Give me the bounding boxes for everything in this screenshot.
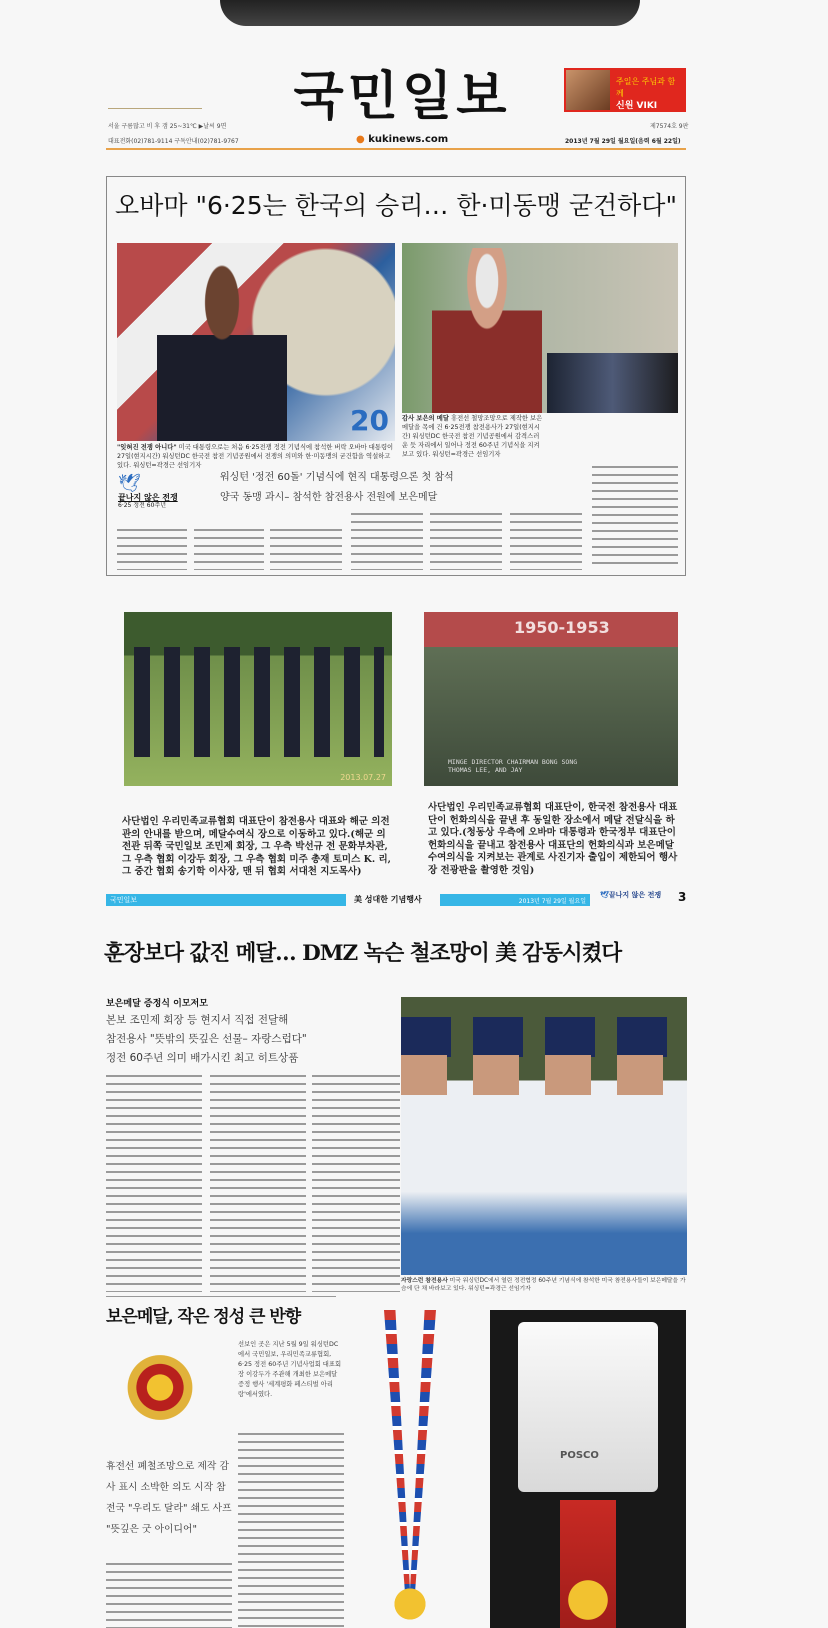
caption-veteran-text: 휴전선 철망조망으로 제작한 보은메달을 목에 건 6·25전쟁 참전용사가 27일(현지시간) 워싱턴DC 한국전 참전 기념공원에서 감격스러운 듯 자리에서 일어나 정전 60주년 기념식을 지켜보고 있다. xyxy=(402,415,543,458)
car-ad-image xyxy=(220,0,640,26)
front-subhead-2: 양국 동맹 과시– 참석한 참전용사 전원에 보은메달 xyxy=(220,492,438,503)
box-body-text: 선보인 곳은 지난 5월 9일 워싱턴DC에서 국민일보, 우리민족교류협회, 6·25 정전 60주년 기념사업회 대표회장 이강두가 주관해 개최한 보은메달 증정 행사 '세계평화 페스티벌 아리랑'에서였다. xyxy=(238,1341,342,1398)
medal-ribbon-photo xyxy=(350,1310,470,1628)
ad-photo xyxy=(566,70,610,110)
veterans-caption-title: 자랑스런 참전용사 xyxy=(401,1278,448,1284)
phone-info: 대표전화(02)781-9114 구독안내(02)781-9767 xyxy=(108,138,239,145)
caption-obama-credit: 워싱턴=곽경근 선임기자 xyxy=(133,462,202,469)
inset-photo xyxy=(547,353,678,413)
weather-info: 서울 구름많고 비 후 갬 25~31℃ ▶날씨 9면 xyxy=(108,123,227,130)
section-paper-name: 국민일보 xyxy=(110,896,138,904)
front-body-col xyxy=(351,510,423,570)
page3-headline: 훈장보다 값진 메달… DMZ 녹슨 철조망이 美 감동시켰다 xyxy=(104,941,622,966)
front-body-col xyxy=(592,463,678,570)
veteran-faces xyxy=(401,1055,687,1095)
masthead-title: 국민일보 xyxy=(293,67,511,127)
box-title: 보은메달, 작은 정성 큰 반향 xyxy=(106,1307,301,1327)
series-logo-title: 끝나지 않은 전쟁 xyxy=(118,492,178,502)
front-subhead-1: 워싱턴 '정전 60돌' 기념식에 현직 대통령으론 첫 참석 xyxy=(220,472,454,483)
ad-brand: 신원 VIKI xyxy=(616,101,658,111)
veterans-caption-credit: 워싱턴=곽경근 선임기자 xyxy=(468,1286,531,1292)
front-headline: 오바마 "6·25는 한국의 승리… 한·미동맹 굳건하다" xyxy=(115,191,677,220)
delegation-walk-photo xyxy=(124,612,392,786)
section-bar-left xyxy=(106,894,346,906)
site-url: kukinews.com xyxy=(368,134,449,145)
ad-text: 주일은 주님과 함께 xyxy=(616,77,676,98)
obama-figure xyxy=(157,263,287,441)
screen-banner: 1950-1953 xyxy=(514,618,610,637)
section-series-logo xyxy=(600,890,661,900)
photo-date-stamp: 2013.07.27 xyxy=(340,773,386,782)
caption-delegation: 사단법인 우리민족교류협회 대표단이 참전용사 대표와 해군 의전관의 안내를 받으며, 메달수여식 장으로 이동하고 있다.(해군 의전관 뒤쪽 국민일보 조민제 회장, 그 우측 박선규 전 문화부차관, 그 우측 협회 이강두 회장, 그 우측 협회 미주 총재 토미스 K. 리, 그 중간 협회 송기학 이사장, 맨 뒤 협회 서대천 지도목사) xyxy=(122,816,391,877)
veterans-photo xyxy=(401,997,687,1275)
box-divider xyxy=(106,1296,336,1297)
page3-sub1: 본보 조민제 회장 등 현지서 직접 전달해 xyxy=(106,1014,289,1026)
ribbon-medal xyxy=(380,1580,440,1628)
page-number: 3 xyxy=(678,890,687,904)
caption-obama-text: 미국 대통령으로는 처음 6·25전쟁 정전 기념식에 참석한 버락 오바마 대통령이 27일(현지시간) 워싱턴DC 한국전 참전 기념공원에서 전쟁의 의미와 한·미동맹의 굳건함을 역설하고 있다. xyxy=(117,444,394,469)
case-medal xyxy=(548,1572,628,1628)
front-body-col xyxy=(270,526,342,570)
screen-photo xyxy=(424,612,678,786)
dove-icon: 🕊 xyxy=(600,891,609,899)
caption-obama xyxy=(117,443,395,470)
page3-body-col xyxy=(312,1072,400,1292)
masthead-divider xyxy=(106,148,686,150)
caption-veteran-credit: 워싱턴=곽경근 선임기자 xyxy=(432,451,501,458)
section-series-title: 끝나지 않은 전쟁 xyxy=(608,891,662,899)
masthead-ad[interactable] xyxy=(564,68,686,112)
case-lid xyxy=(518,1322,658,1492)
page3-sub2: 참전용사 "뜻밖의 뜻깊은 선물– 자랑스럽다" xyxy=(106,1033,307,1045)
veteran-figure xyxy=(432,248,542,413)
caption-veteran-title: 감사 보은의 메달 xyxy=(402,415,449,422)
front-body-col xyxy=(117,526,187,570)
seal-text: 20 xyxy=(350,404,389,437)
front-body-col xyxy=(510,510,582,570)
delegation-figures xyxy=(134,647,384,757)
issue-date: 2013년 7월 29일 월요일(음력 6월 22일) xyxy=(565,138,681,145)
veteran-photo xyxy=(402,243,678,413)
gold-medal-image xyxy=(120,1345,200,1430)
box-subhead: 휴전선 폐철조망으로 제작 감사 표시 소박한 의도 시작 참전국 "우리도 달라" 쇄도 사프 "뜻깊은 굿 아이디어" xyxy=(106,1461,232,1535)
case-logo: POSCO xyxy=(560,1450,599,1461)
box-body-col xyxy=(238,1430,344,1628)
page3-kicker: 보은메달 증정식 이모저모 xyxy=(106,999,208,1009)
medal-case-photo xyxy=(490,1310,686,1628)
section-title: 美 성대한 기념행사 xyxy=(354,895,422,904)
box-body-col xyxy=(106,1560,232,1628)
screen-sign-text: MINGE DIRECTOR CHAIRMAN BONG SONG THOMAS LEE, AND JAY xyxy=(448,758,578,774)
site-link[interactable] xyxy=(356,134,448,145)
ribbon xyxy=(384,1310,436,1590)
site-logo-icon: ● xyxy=(356,134,365,145)
caption-obama-title: "잊혀진 전쟁 아니다" xyxy=(117,444,177,451)
series-logo-sub: 6·25 정전 60주년 xyxy=(118,501,166,509)
series-logo xyxy=(118,474,213,509)
obama-photo xyxy=(117,243,395,441)
caption-veteran xyxy=(402,414,544,459)
page3-body-col xyxy=(210,1072,306,1292)
masthead-rule xyxy=(108,108,202,109)
front-body-col xyxy=(430,510,502,570)
section-bar-right xyxy=(440,894,590,906)
page3-sub3: 정전 60주년 의미 배가시킨 최고 히트상품 xyxy=(106,1052,299,1064)
page3-body-col xyxy=(106,1072,202,1292)
section-date: 2013년 7월 29일 월요일 xyxy=(518,898,586,905)
caption-screen: 사단법인 우리민족교류협회 대표단이, 한국전 참전용사 대표단이 헌화의식을 끝낸 후 동일한 장소에서 메달 전달식을 하고 있다.(청동상 우측에 오바마 대통령과 한국정부 대표단이 헌화의식을 끝내고 참전용사 대표단의 헌화의식과 보은메달 수여의식을 지켜보는 관계로 사진기자 출입이 제한되어 행사장 전광판을 촬영한 것임) xyxy=(428,802,678,876)
dove-icon: 🕊 xyxy=(118,473,141,494)
veterans-caption xyxy=(401,1277,687,1293)
issue-number: 제7574호 9판 xyxy=(650,123,689,130)
veterans-caption-text: 미국 워싱턴DC에서 열린 정전협정 60주년 기념식에 참석한 미국 참전용사들이 보은메달을 가슴에 단 채 바라보고 있다. xyxy=(401,1278,686,1292)
front-body-col xyxy=(194,526,264,570)
veteran-caps xyxy=(401,1017,687,1057)
